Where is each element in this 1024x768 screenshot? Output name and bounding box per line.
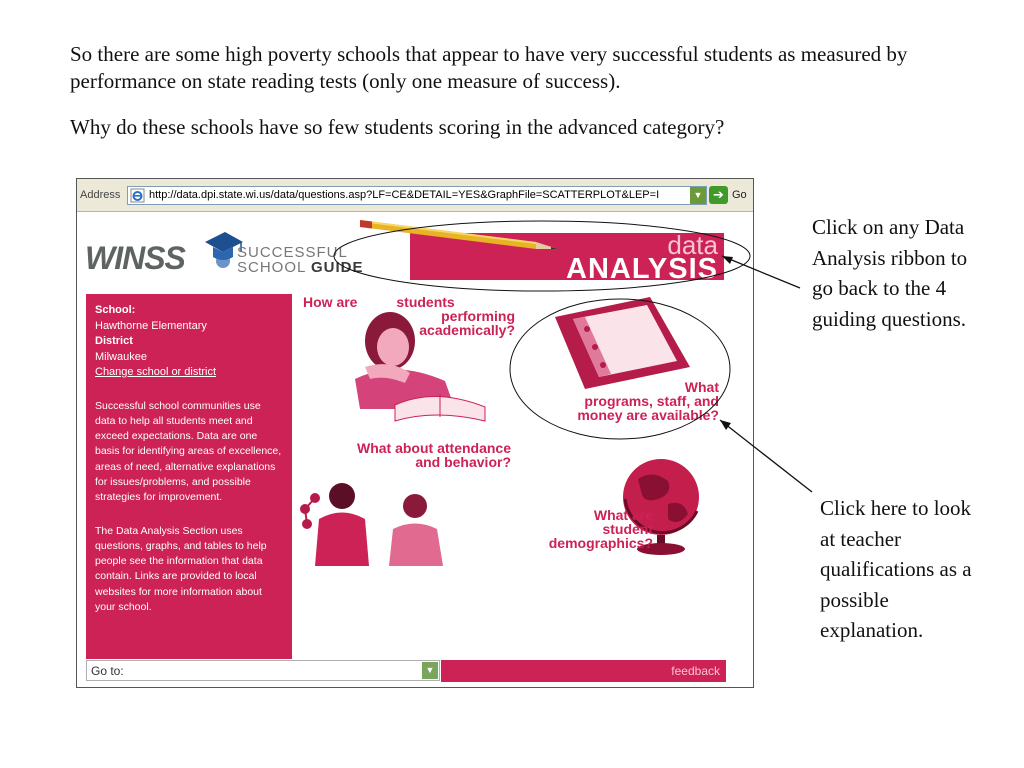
address-bar (77, 179, 753, 212)
school-label: School: (95, 304, 136, 316)
address-label: Address (80, 189, 121, 201)
annotation-teacher: Click here to look at teacher qualifications as a possible explanation. (820, 496, 972, 642)
go-arrow-icon[interactable]: ➔ (709, 186, 728, 204)
logo-school-guide (237, 259, 363, 276)
binder-photo[interactable] (545, 297, 695, 392)
students-photo[interactable] (297, 474, 457, 566)
question-demographics-link[interactable] (523, 508, 653, 550)
academic-students: students (396, 294, 455, 310)
logo-guide: GUIDE (310, 259, 364, 276)
address-field[interactable] (127, 186, 707, 205)
address-url: http://data.dpi.state.wi.us/data/questions.asp?LF=CE&DETAIL=YES&GraphFile=SCATTERPLOT&LEP=I (149, 189, 660, 201)
question-attendance-link[interactable] (315, 441, 511, 469)
programs-line2: programs, staff, and (584, 393, 719, 409)
academic-how-are: How are (303, 294, 358, 310)
ribbon-data-text: data (667, 230, 718, 260)
ie-page-icon (130, 188, 145, 203)
annotation-ribbon: Click on any Data Analysis ribbon to go back to the 4 guiding questions. (812, 215, 968, 331)
web-page (77, 212, 753, 687)
demographics-line2: student (602, 521, 653, 537)
chevron-down-icon[interactable]: ▼ (422, 662, 438, 679)
logo-successful: SUCCESSFUL (237, 244, 348, 261)
programs-line1: What (684, 379, 719, 395)
ribbon-analysis-text: ANALYSIS (566, 253, 718, 285)
pencil-icon (360, 216, 560, 256)
question-programs-link[interactable] (521, 380, 719, 422)
sidebar-paragraph-1: Successful school communities use data to help all students meet and exceed expectations. Data are one basis for identifying areas of excellence, areas of need, alternative explanations for issues/problems, and possible strategies for improvement. (95, 399, 282, 504)
academic-line3: academically? (419, 322, 515, 338)
address-dropdown-arrow[interactable]: ▼ (690, 187, 706, 204)
attendance-line2: and behavior? (415, 454, 511, 470)
go-button-label[interactable]: Go (732, 189, 747, 201)
intro-text: So there are some high poverty schools that appear to have very successful students as measured by performance on state reading tests (only one measure of success). (70, 42, 908, 93)
school-info-sidebar (86, 294, 292, 659)
question-text: Why do these schools have so few students scoring in the advanced category? (70, 115, 725, 139)
demographics-line3: demographics? (548, 535, 653, 551)
goto-select[interactable] (86, 660, 440, 681)
academic-line1 (303, 295, 515, 309)
district-value: Milwaukee (95, 350, 147, 363)
browser-screenshot (76, 178, 754, 688)
academic-line2: performing (441, 308, 515, 324)
attendance-line1: What about attendance (356, 440, 511, 456)
logo-school: SCHOOL (237, 259, 311, 276)
demographics-line1: What are (593, 507, 653, 523)
programs-line3: money are available? (577, 407, 719, 423)
feedback-link[interactable]: feedback (671, 664, 720, 678)
goto-label: Go to: (91, 664, 124, 678)
bottom-bar (86, 660, 726, 682)
sidebar-paragraph-2: The Data Analysis Section uses questions, graphs, and tables to help people see the information that data contain. Links are provided to local websites for more information about your school. (95, 524, 267, 614)
feedback-bar (441, 660, 726, 682)
district-label: District (95, 335, 133, 347)
school-value: Hawthorne Elementary (95, 319, 207, 332)
question-academic-link[interactable] (303, 295, 515, 337)
change-school-link[interactable]: Change school or district (95, 366, 217, 378)
logo-winss-text: WINSS (85, 240, 185, 276)
